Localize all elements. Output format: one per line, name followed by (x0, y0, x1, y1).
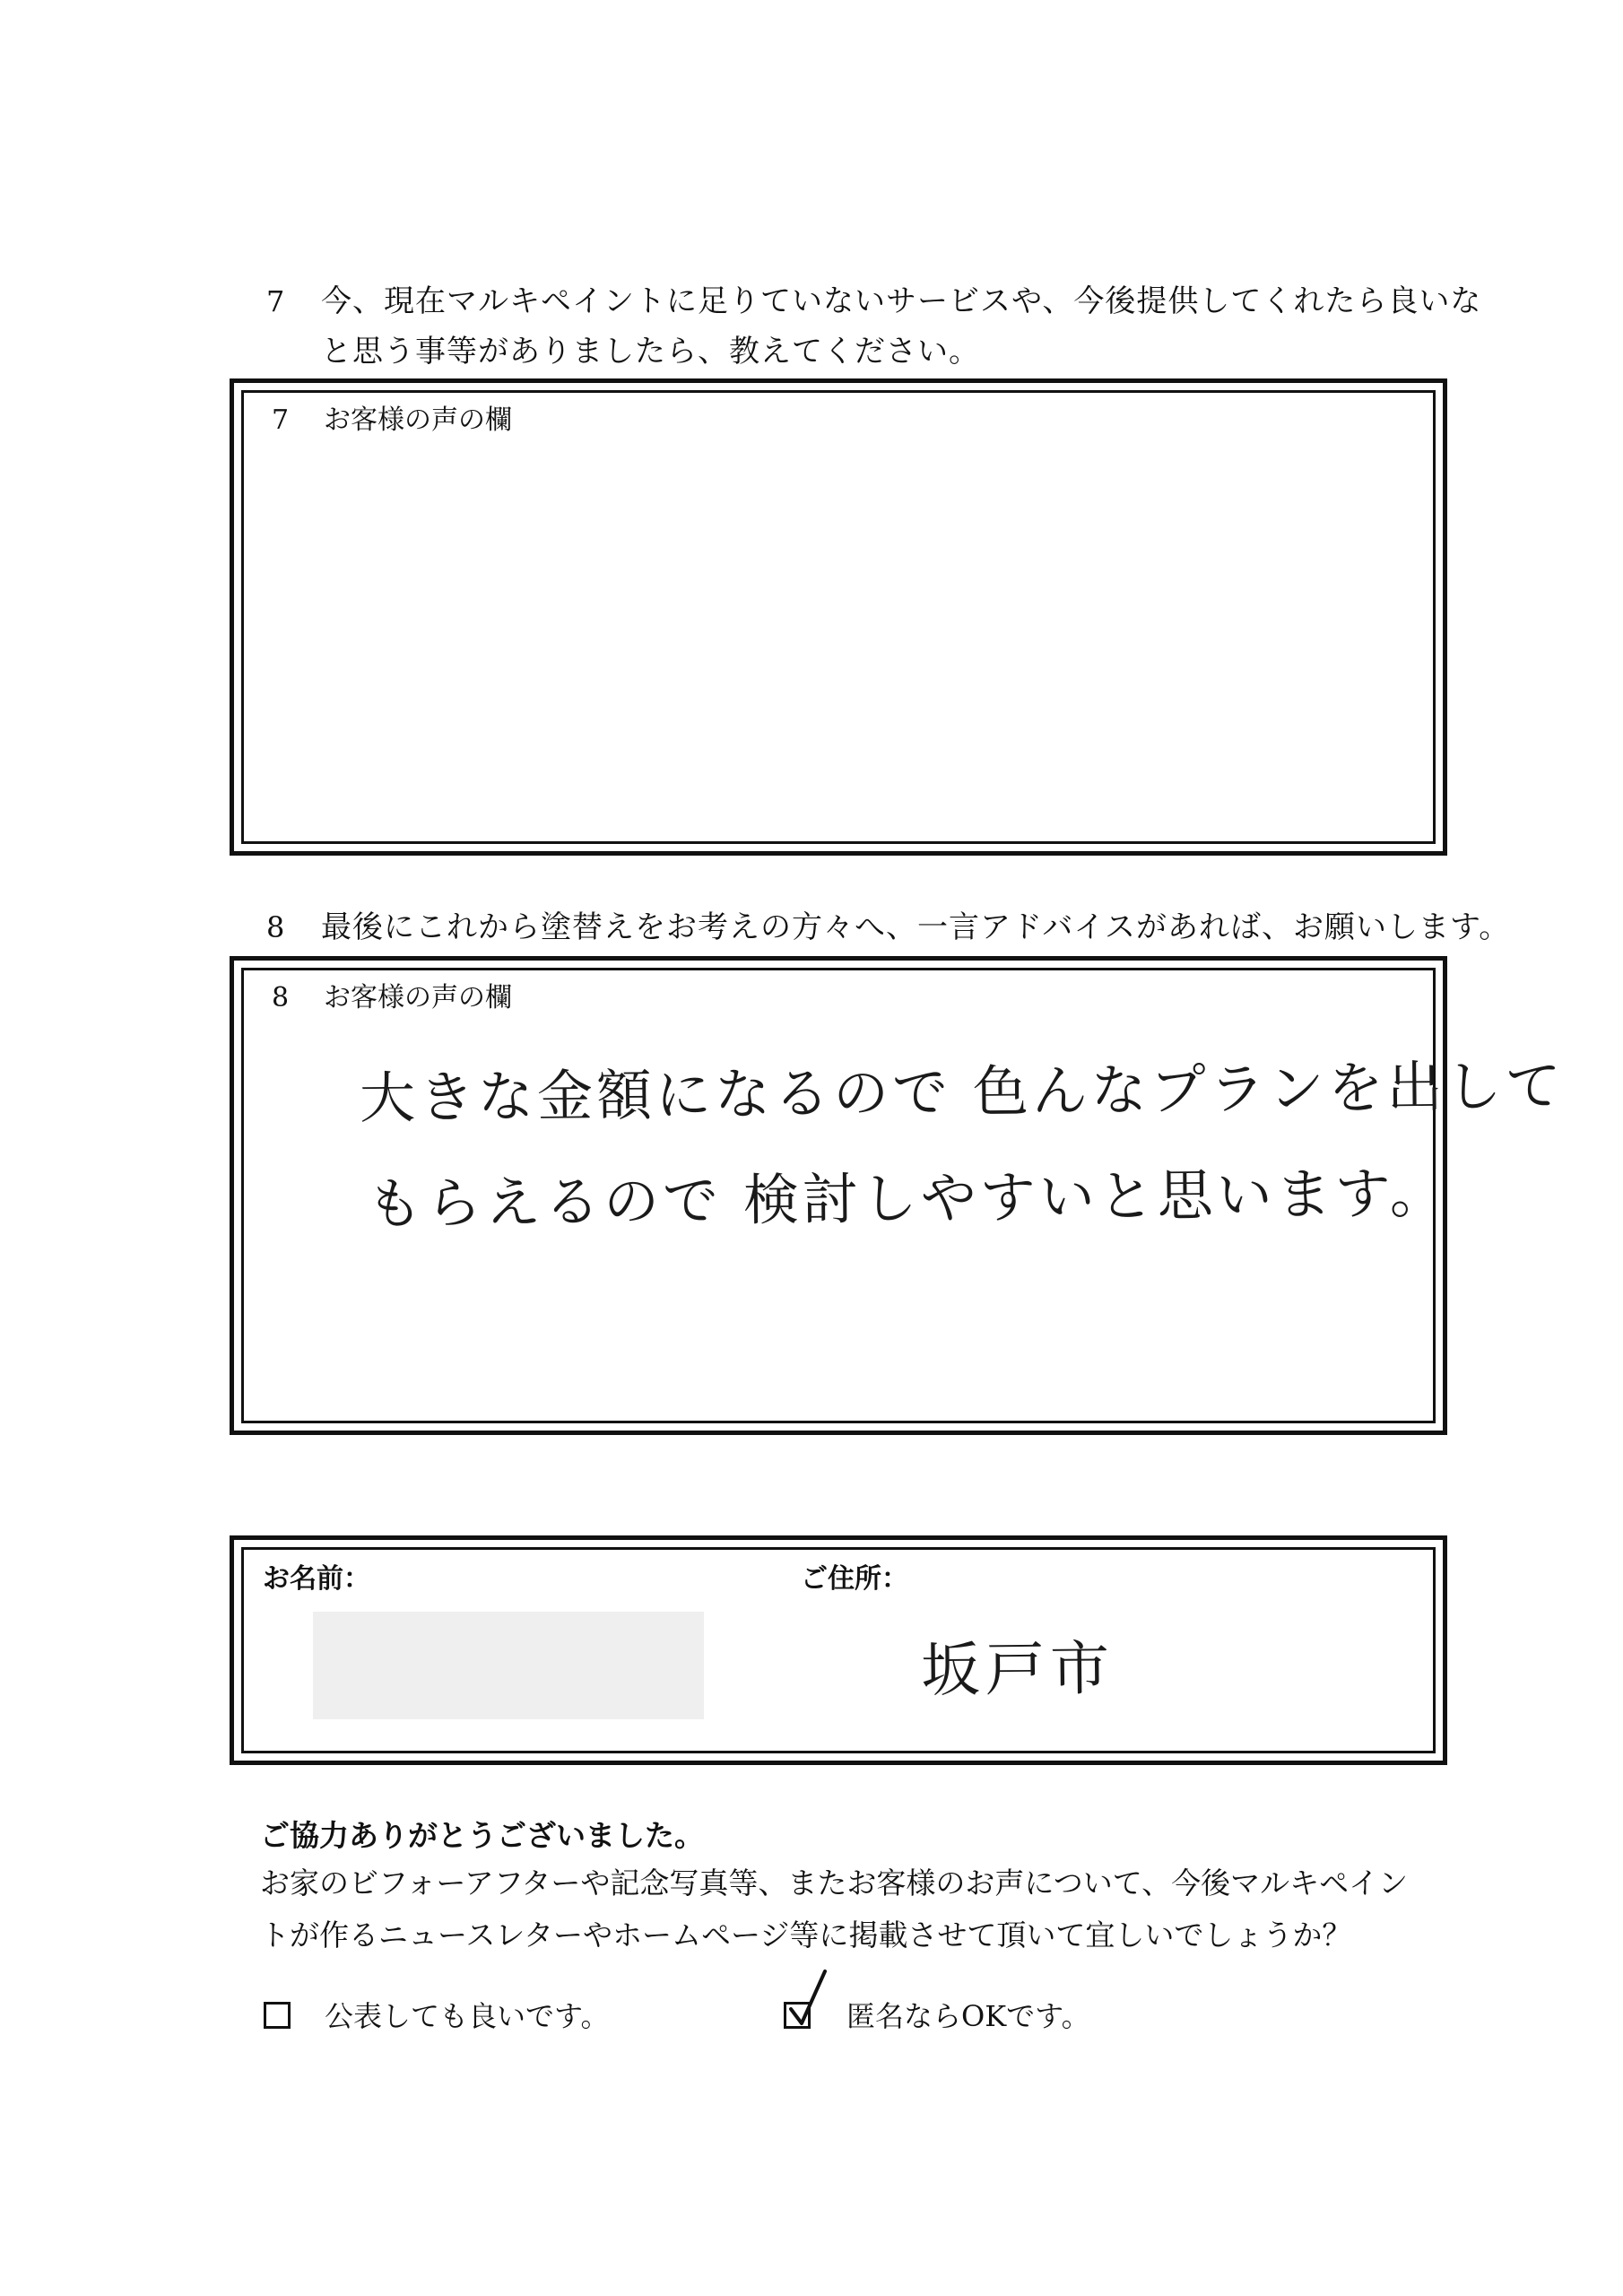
answer-box-7-inner-border (241, 390, 1436, 844)
anonymous-option-label: 匿名ならOKです。 (846, 1999, 1090, 2033)
answer-box-8-label: お客様の声の欄 (324, 982, 512, 1013)
handwritten-check-mark-icon (784, 1964, 830, 2036)
answer-box-8-number: 8 (272, 982, 290, 1013)
customer-info-box (230, 1535, 1447, 1765)
address-label: ご住所： (801, 1563, 908, 1595)
question-7-number: 7 (266, 284, 285, 318)
thanks-heading: ご協力ありがとうございました。 (260, 1818, 704, 1853)
public-option-checkbox[interactable] (264, 2002, 291, 2029)
answer-8-handwritten-line-2: もらえるので 検討しやすいと思います。 (366, 1160, 1450, 1237)
consent-question-line-1: お家のビフォーアフターや記念写真等、またお客様のお声について、今後マルキペイン (260, 1866, 1409, 1900)
answer-box-7 (230, 378, 1447, 856)
question-8-number: 8 (266, 910, 285, 944)
question-7-line-2: と思う事等がありましたら、教えてください。 (321, 334, 980, 370)
answer-box-7-label: お客様の声の欄 (324, 404, 512, 436)
consent-question-line-2: トが作るニュースレターやホームページ等に掲載させて頂いて宜しいでしょうか？ (260, 1918, 1352, 1952)
answer-8-handwritten-line-1: 大きな金額になるので 色んなプランを出して (359, 1052, 1566, 1131)
question-8-line-1: 最後にこれから塗替えをお考えの方々へ、一言アドバイスがあれば、お願いします。 (321, 909, 1511, 945)
question-7-line-1: 今、現在マルキペイントに足りていないサービスや、今後提供してくれたら良いな (321, 283, 1482, 319)
name-label: お名前： (263, 1563, 370, 1595)
name-redaction-block (313, 1612, 704, 1719)
answer-box-7-number: 7 (272, 404, 290, 436)
public-option-label: 公表しても良いです。 (325, 1999, 610, 2033)
address-handwritten-value: 坂戸市 (920, 1633, 1115, 1705)
answer-box-8 (230, 956, 1566, 1435)
